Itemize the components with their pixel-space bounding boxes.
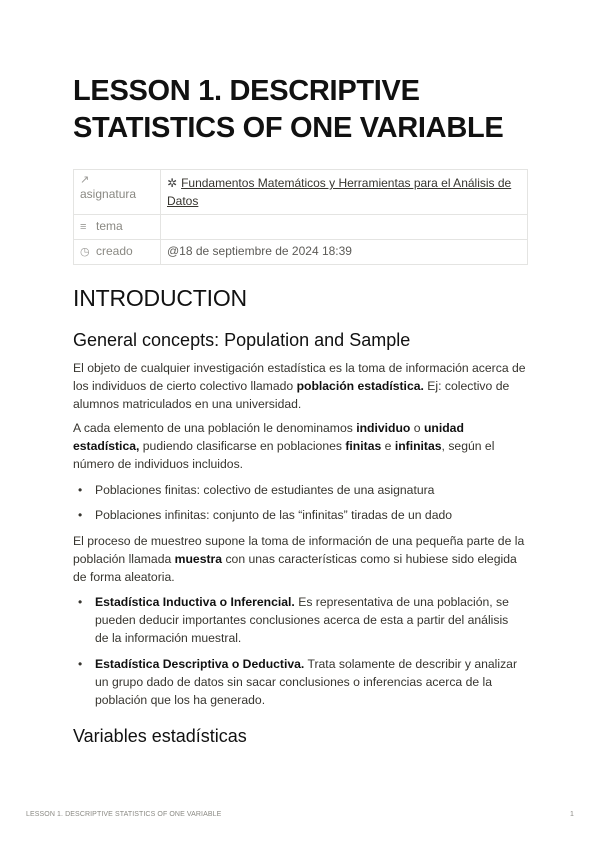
property-value <box>161 170 528 215</box>
clock-icon: ◷ <box>80 246 90 258</box>
arrow-up-right-icon: ↗ <box>80 174 90 186</box>
paragraph: A cada elemento de una población le denominamos individuo o unidad estadística, pudiendo clasificarse en poblaciones finitas e infinitas, según el número de individuos incluidos. <box>73 421 495 471</box>
property-row-creado <box>74 240 528 265</box>
page-footer <box>26 811 574 818</box>
bullet-icon: • <box>78 595 83 609</box>
sparkle-icon: ✲ <box>167 176 178 190</box>
property-key <box>74 170 161 215</box>
paragraph: El objeto de cualquier investigación estadística es la toma de información acerca de los individuos de cierto colectivo llamado población estadística. Ej: colectivo de alumnos matriculados en una universidad. <box>73 361 526 411</box>
subsection-heading: Variables estadísticas <box>73 726 247 746</box>
property-key <box>74 215 161 240</box>
bullet-icon: • <box>78 508 83 522</box>
bullet-icon: • <box>78 657 83 671</box>
asignatura-link[interactable]: Fundamentos Matemáticos y Herramientas para el Análisis de Datos <box>167 176 512 208</box>
footer-title: LESSON 1. DESCRIPTIVE STATISTICS OF ONE VARIABLE <box>26 811 222 818</box>
property-key-label: tema <box>96 219 123 233</box>
property-key-label: creado <box>96 244 133 258</box>
property-key <box>74 240 161 265</box>
property-value: @18 de septiembre de 2024 18:39 <box>161 240 528 265</box>
properties-table <box>73 169 528 265</box>
property-key-label: asignatura <box>80 187 137 201</box>
list-icon: ≡ <box>80 221 87 233</box>
property-value[interactable] <box>161 215 528 240</box>
bullet-icon: • <box>78 483 83 497</box>
property-row-tema <box>74 215 528 240</box>
paragraph: El proceso de muestreo supone la toma de información de una pequeña parte de la población llamada muestra con unas características como si hubiese sido elegida de forma aleatoria. <box>73 534 525 584</box>
section-heading: INTRODUCTION <box>73 285 247 311</box>
page-title: LESSON 1. DESCRIPTIVE STATISTICS OF ONE VARIABLE <box>73 75 504 144</box>
subsection-heading: General concepts: Population and Sample <box>73 330 411 350</box>
property-row-asignatura <box>74 170 528 215</box>
page-number: 1 <box>570 811 574 818</box>
